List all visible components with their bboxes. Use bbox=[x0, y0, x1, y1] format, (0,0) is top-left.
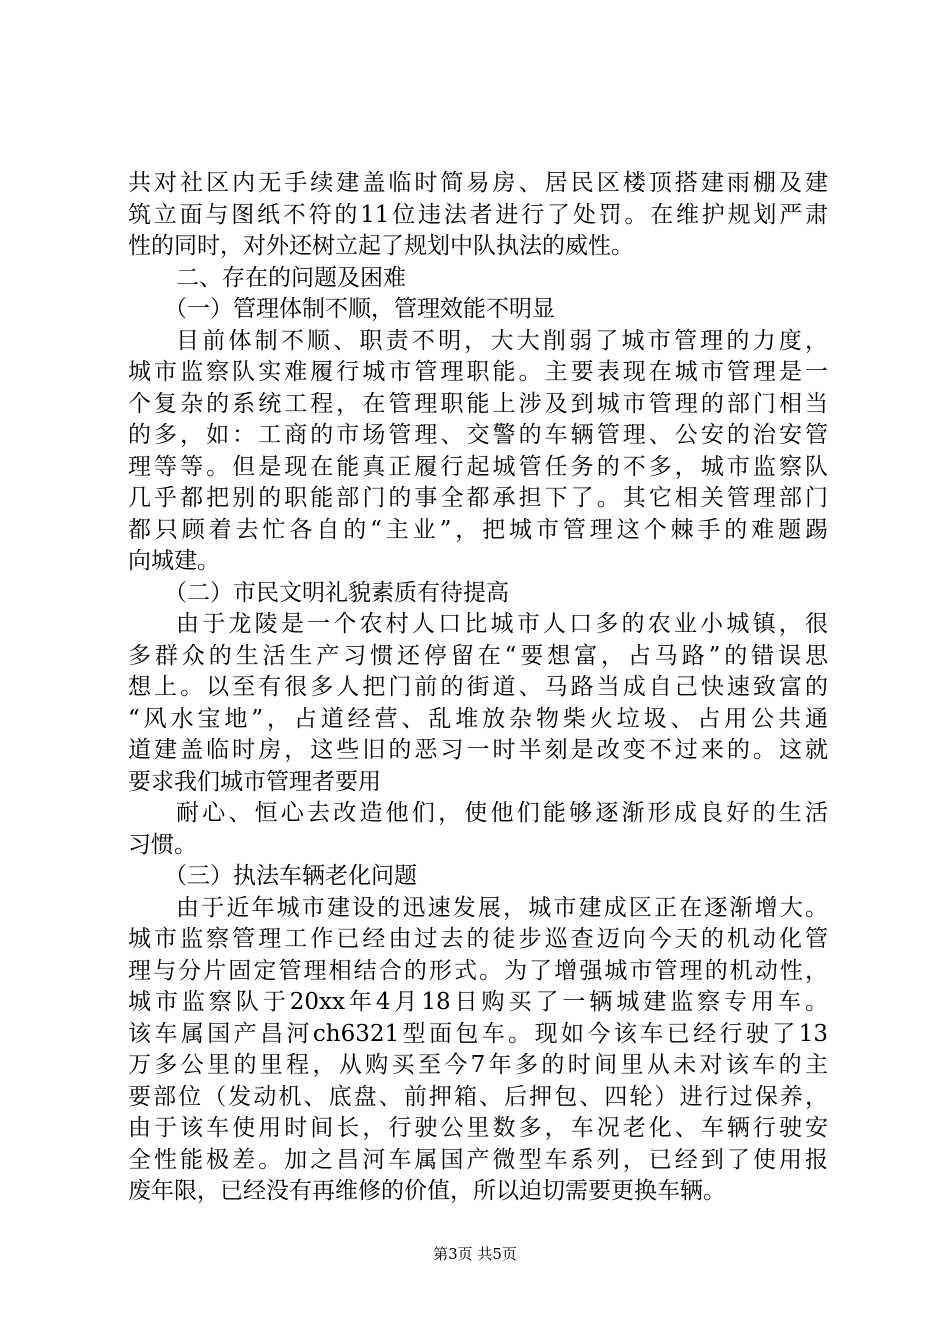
text-line: 要求我们城市管理者要用 bbox=[128, 768, 381, 795]
text-line: 的多，如：工商的市场管理、交警的车辆管理、公安的治安管 bbox=[128, 422, 828, 448]
text-line: 多群众的生活生产习惯还停留在“要想富，占马路”的错误思 bbox=[128, 642, 828, 669]
body-text bbox=[128, 168, 828, 1208]
text-line: 理等等。但是现在能真正履行起城管任务的不多，城市监察队 bbox=[128, 453, 828, 480]
text-line: 全性能极差。加之昌河车属国产微型车系列，已经到了使用报 bbox=[128, 1146, 828, 1173]
text-line: “风水宝地”，占道经营、乱堆放杂物柴火垃圾、占用公共通 bbox=[128, 705, 828, 732]
text-line: 想上。以至有很多人把门前的街道、马路当成自己快速致富的 bbox=[128, 674, 828, 700]
text-line: 城市监察管理工作已经由过去的徒步巡查迈向今天的机动化管 bbox=[128, 926, 828, 952]
subsection-heading: （二）市民文明礼貌素质有待提高 bbox=[164, 579, 509, 606]
page-footer: 第3页 共5页 bbox=[433, 1245, 517, 1263]
text-line: 万多公里的里程，从购买至今7年多的时间里从未对该车的主 bbox=[128, 1052, 828, 1078]
text-line: 由于近年城市建设的迅速发展，城市建成区正在逐渐增大。 bbox=[176, 894, 828, 921]
text-line: 向城建。 bbox=[128, 548, 220, 574]
text-line: 都只顾着去忙各自的“主业”，把城市管理这个棘手的难题踢 bbox=[128, 516, 828, 543]
text-line: 城市监察队于20xx年4月18日购买了一辆城建监察专用车。 bbox=[128, 989, 828, 1015]
text-line: 个复杂的系统工程，在管理职能上涉及到城市管理的部门相当 bbox=[128, 390, 828, 417]
text-line: 要部位（发动机、底盘、前押箱、后押包、四轮）进行过保养， bbox=[128, 1083, 828, 1110]
subsection-heading: （三）执法车辆老化问题 bbox=[164, 863, 417, 889]
text-line: 废年限，已经没有再维修的价值，所以迫切需要更换车辆。 bbox=[128, 1178, 726, 1204]
text-line: 共对社区内无手续建盖临时简易房、居民区楼顶搭建雨棚及建 bbox=[128, 170, 828, 196]
text-line: 城市监察队实难履行城市管理职能。主要表现在城市管理是一 bbox=[128, 359, 828, 385]
text-line: 由于该车使用时间长，行驶公里数多，车况老化、车辆行驶安 bbox=[128, 1115, 828, 1141]
text-line: 几乎都把别的职能部门的事全都承担下了。其它相关管理部门 bbox=[128, 485, 828, 511]
text-line: 道建盖临时房，这些旧的恶习一时半刻是改变不过来的。这就 bbox=[128, 737, 828, 763]
subsection-heading: （一）管理体制不顺，管理效能不明显 bbox=[164, 296, 555, 322]
text-line: 该车属国产昌河ch6321型面包车。现如今该车已经行驶了13 bbox=[128, 1020, 828, 1047]
text-line: 目前体制不顺、职责不明，大大削弱了城市管理的力度， bbox=[176, 327, 828, 354]
text-line: 由于龙陵是一个农村人口比城市人口多的农业小城镇，很 bbox=[176, 611, 828, 637]
text-line: 习惯。 bbox=[128, 831, 197, 858]
text-line: 耐心、恒心去改造他们，使他们能够逐渐形成良好的生活 bbox=[176, 800, 828, 826]
text-line: 性的同时，对外还树立起了规划中队执法的威性。 bbox=[128, 233, 634, 259]
section-heading: 二、存在的问题及困难 bbox=[176, 264, 406, 291]
text-line: 筑立面与图纸不符的11位违法者进行了处罚。在维护规划严肃 bbox=[128, 201, 828, 228]
text-line: 理与分片固定管理相结合的形式。为了增强城市管理的机动性， bbox=[128, 957, 828, 984]
